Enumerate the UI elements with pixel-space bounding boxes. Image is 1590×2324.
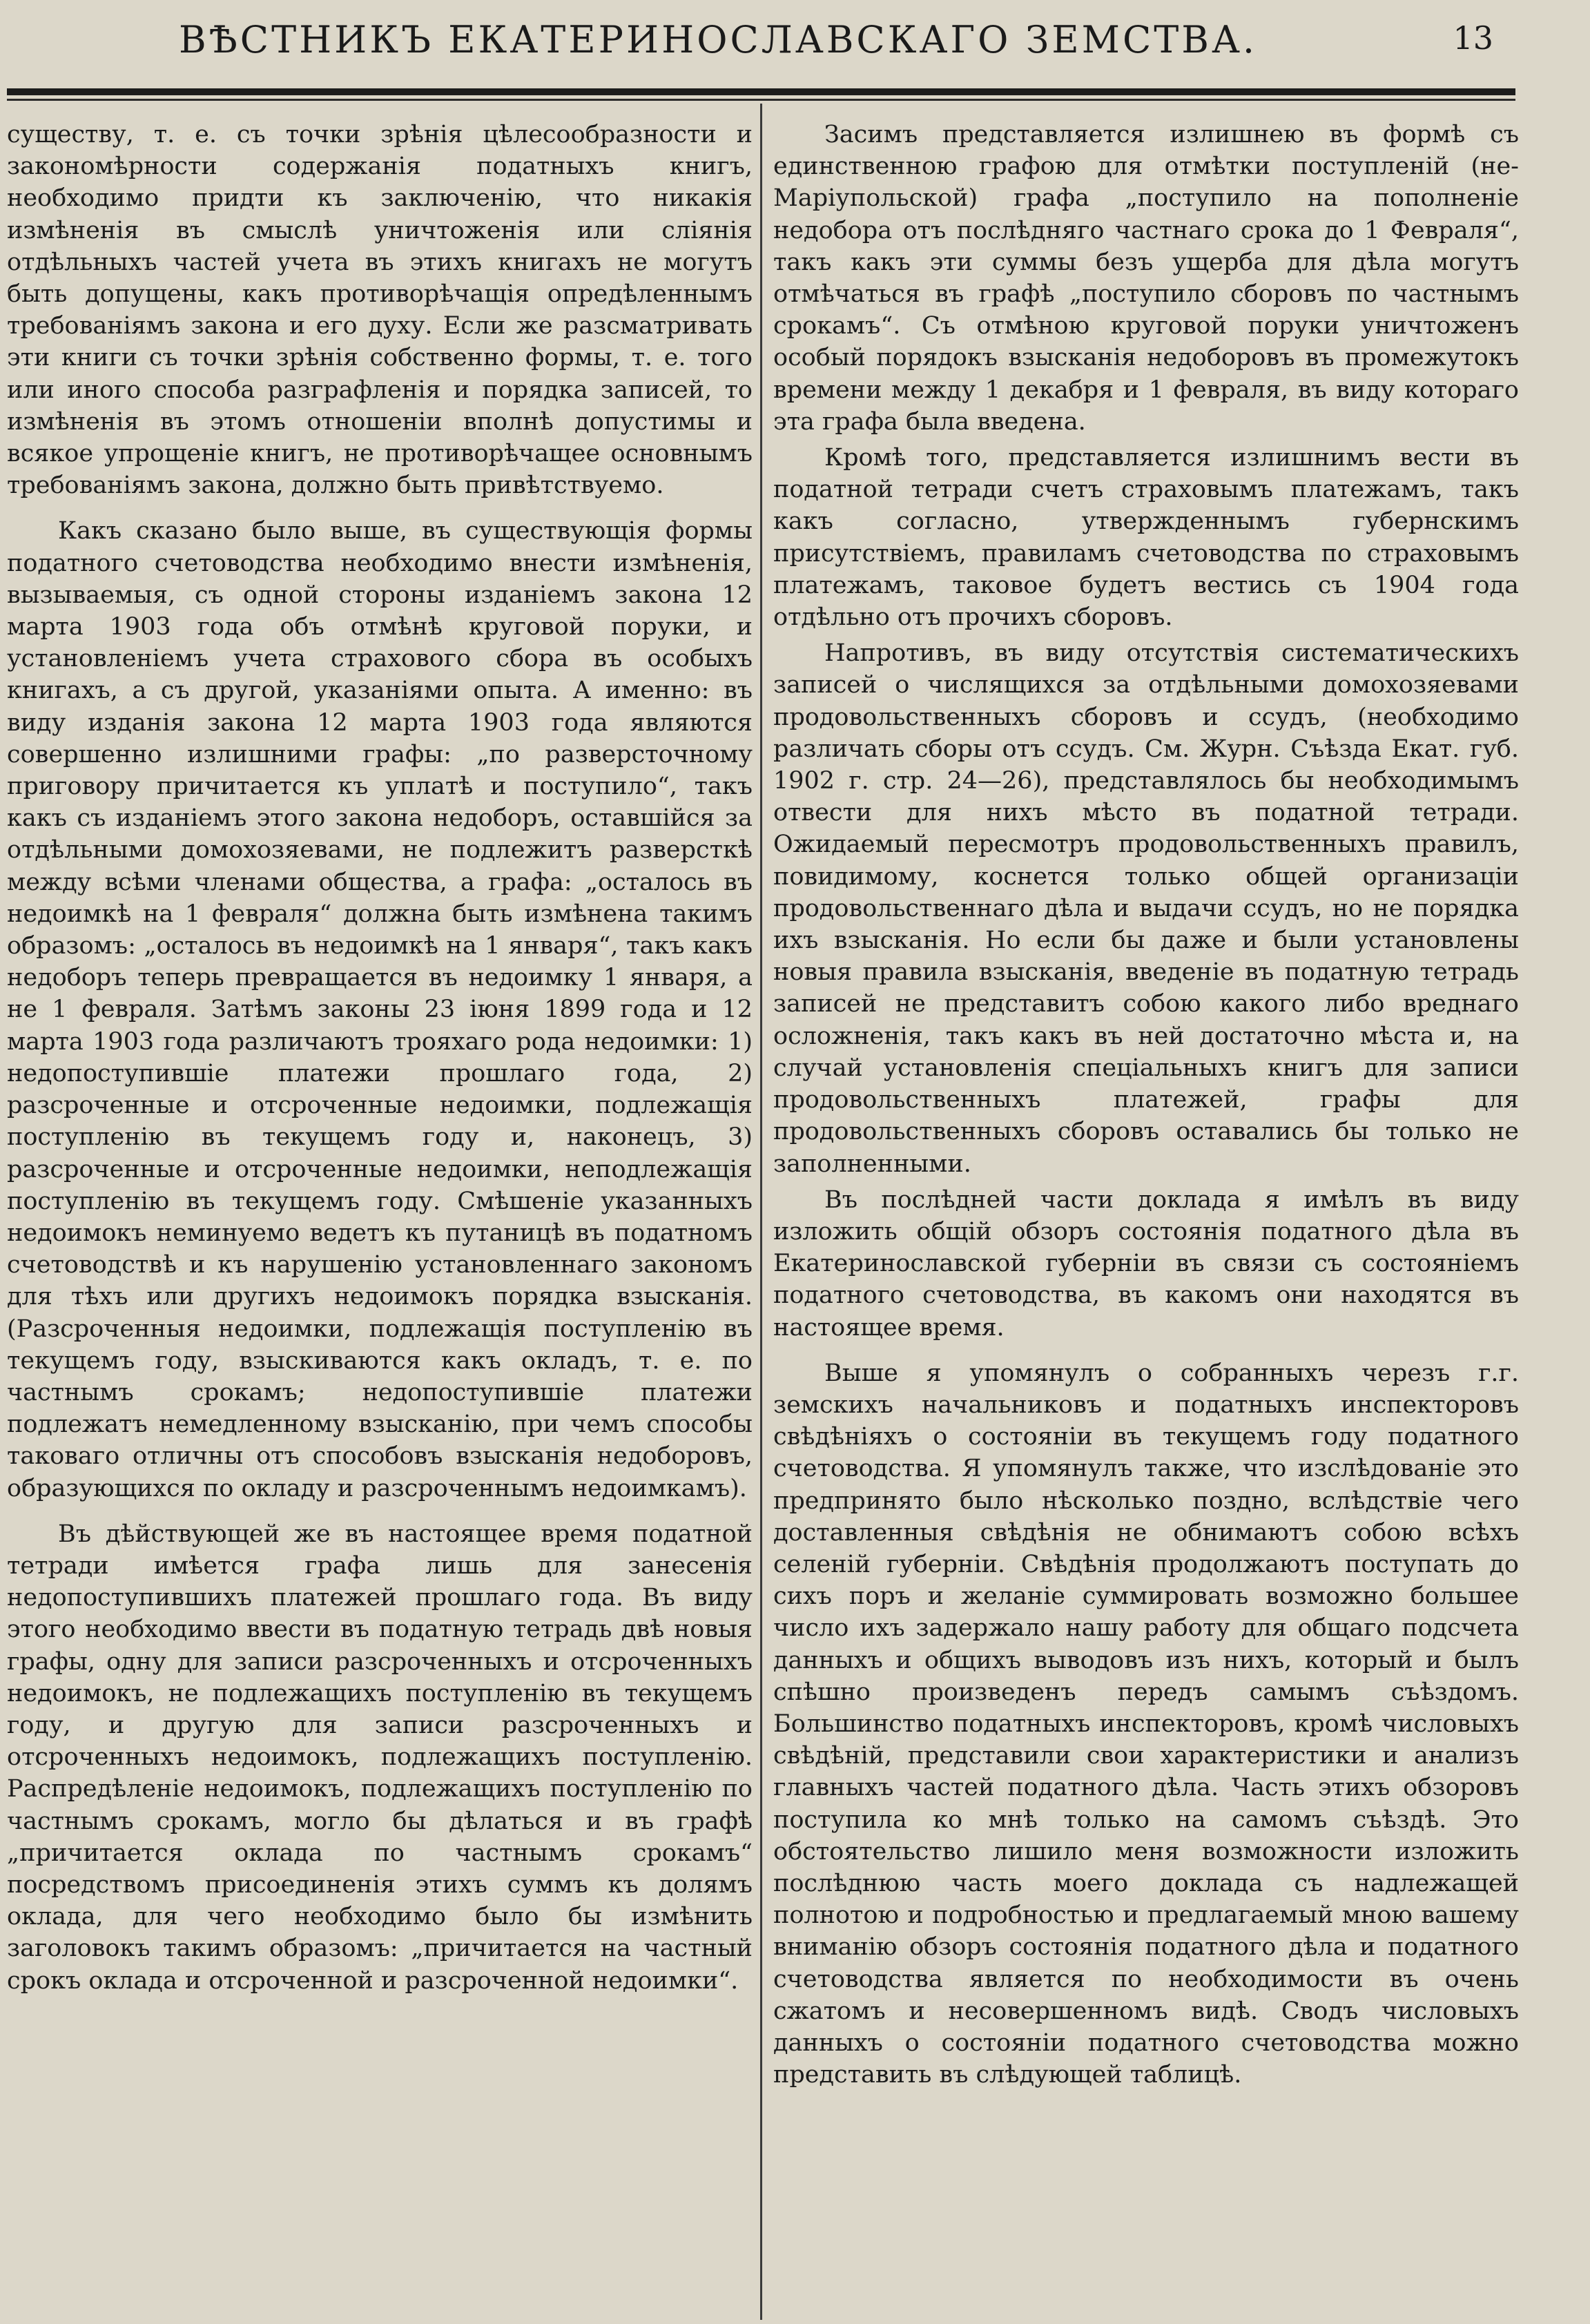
column-divider — [760, 104, 762, 2320]
journal-title: ВѢСТНИКЪ ЕКАТЕРИНОСЛАВСКАГО ЗЕМСТВА. — [178, 18, 1258, 61]
left-column — [7, 119, 753, 2314]
right-paragraph-3: Напротивъ, въ виду отсутствія систематическихъ записей о числящихся за отдѣльными домохозяевами продовольственныхъ сборовъ и ссудъ, (необходимо различать сборы отъ ссудъ. См. Журн. Съѣзда Екат. губ. 1902 г. стр. 24—26), представлялось бы необходимымъ отвести для нихъ мѣсто въ податной тетради. Ожидаемый пересмотръ продовольственныхъ правилъ, повидимому, коснется только общей организаціи продовольственнаго дѣла и выдачи ссудъ, но не порядка ихъ взысканія. Но если бы даже и были установлены новыя правила взысканія, введеніе въ податную тетрадь записей не представитъ собою какого либо вреднаго осложненія, такъ какъ въ ней достаточно мѣста и, на случай установленія спеціальныхъ книгъ для записи продовольственныхъ платежей, графы для продовольственныхъ сборовъ оставались бы только не заполненными. — [773, 639, 1519, 1178]
right-column — [773, 119, 1519, 2314]
right-paragraph-4: Въ послѣдней части доклада я имѣлъ въ виду изложить общій обзоръ состоянія податного дѣла въ Екатеринославской губерніи въ связи съ состояніемъ податного счетоводства, въ какомъ они находятся въ настоящее время. — [773, 1185, 1519, 1342]
header-rule-thin — [7, 99, 1515, 101]
right-paragraph-2: Кромѣ того, представляется излишнимъ вести въ податной тетради счетъ страховымъ платежамъ, такъ какъ согласно, утвержденнымъ губернскимъ присутствіемъ, правиламъ счетоводства по страховымъ платежамъ, таковое будетъ вестись съ 1904 года отдѣльно отъ прочихъ сборовъ. — [773, 444, 1519, 632]
right-paragraph-1: Засимъ представляется излишнею въ формѣ съ единственною графою для отмѣтки поступленій (не-Маріупольской) графа „поступило на пополненіе недобора отъ послѣдняго частнаго срока до 1 Февраля“, такъ какъ эти суммы безъ ущерба для дѣла могутъ отмѣчаться въ графѣ „поступило сборовъ по частнымъ срокамъ“. Съ отмѣною круговой поруки уничтоженъ особый порядокъ взысканія недоборовъ въ промежутокъ времени между 1 декабря и 1 февраля, въ виду котораго эта графа была введена. — [773, 121, 1519, 436]
left-paragraph-2: Какъ сказано было выше, въ существующія формы податного счетоводства необходимо внести измѣненія, вызываемыя, съ одной стороны изданіемъ закона 12 марта 1903 года объ отмѣнѣ круговой поруки, и установленіемъ учета страхового сбора въ особыхъ книгахъ, а съ другой, указаніями опыта. А именно: въ виду изданія закона 12 марта 1903 года являются совершенно излишними графы: „по разверсточному приговору причитается къ уплатѣ и поступило“, такъ какъ съ изданіемъ этого закона недоборъ, оставшiйся за отдѣльными домохозяевами, не подлежитъ разверсткѣ между всѣми членами общества, а графа: „осталось въ недоимкѣ на 1 февраля“ должна быть измѣнена такимъ образомъ: „осталось въ недоимкѣ на 1 января“, такъ какъ недоборъ теперь превращается въ недоимку 1 января, а не 1 февраля. Затѣмъ законы 23 іюня 1899 года и 12 марта 1903 года различаютъ трояхаго рода недоимки: 1) недопоступившіе платежи прошлаго года, 2) разсроченные и отсроченные недоимки, подлежащія поступленію въ текущемъ году и, наконецъ, 3) разсроченные и отсроченные недоимки, неподлежащія поступленію въ текущемъ году. Смѣшеніе указанныхъ недоимокъ неминуемо ведетъ къ путаницѣ въ податномъ счетоводствѣ и къ нарушенію установленнаго закономъ для тѣхъ или другихъ недоимокъ порядка взысканія. (Разсроченныя недоимки, подлежащія поступленію въ текущемъ году, взыскиваются какъ окладъ, т. е. по частнымъ срокамъ; недопоступившіе платежи подлежатъ немедленному взысканію, при чемъ способы таковаго отличны отъ способовъ взысканія недоборовъ, образующихся по окладу и разсроченнымъ недоимкамъ). — [7, 517, 753, 1502]
left-paragraph-1: существу, т. е. съ точки зрѣнія цѣлесообразности и закономѣрности содержанія податныхъ книгъ, необходимо придти къ заключенію, что никакія измѣненія въ смыслѣ уничтоженія или слiянія отдѣльныхъ частей учета въ этихъ книгахъ не могутъ быть допущены, какъ противорѣчащія опредѣленнымъ требованіямъ закона и его духу. Если же разсматривать эти книги съ точки зрѣнія собственно формы, т. е. того или иного способа разграфленія и порядка записей, то измѣненія въ этомъ отношеніи вполнѣ допустимы и всякое упрощеніе книгъ, не противорѣчащее основнымъ требованіямъ закона, должно быть привѣтствуемо. — [7, 121, 753, 500]
left-paragraph-3: Въ дѣйствующей же въ настоящее время податной тетради имѣется графа лишь для занесенія недопоступившихъ платежей прошлаго года. Въ виду этого необходимо ввести въ податную тетрадь двѣ новыя графы, одну для записи разсроченныхъ и отсроченныхъ недоимокъ, не подлежащихъ поступленію въ текущемъ году, и другую для записи разсроченныхъ и отсроченныхъ недоимокъ, подлежащихъ поступленію. Распредѣленіе недоимокъ, подлежащихъ поступленію по частнымъ срокамъ, могло бы дѣлаться и въ графѣ „причитается оклада по частнымъ срокамъ“ посредствомъ присоединенія этихъ суммъ къ долямъ оклада, для чего необходимо было бы измѣнить заголовокъ такимъ образомъ: „причитается на частный срокъ оклада и отсроченной и разсроченной недоимки“. — [7, 1520, 753, 1995]
page-header — [0, 0, 1590, 76]
header-rule-thick — [7, 88, 1515, 95]
right-paragraph-5: Выше я упомянулъ о собранныхъ черезъ г.г. земскихъ начальниковъ и податныхъ инспекторовъ свѣдѣніяхъ о состояніи въ текущемъ году податного счетоводства. Я упомянулъ также, что изслѣдованіе это предпринято было нѣсколько поздно, вслѣдствіе чего доставленныя свѣдѣнія не обнимаютъ собою всѣхъ селеній губерніи. Свѣдѣнія продолжаютъ поступать до сихъ поръ и желаніе суммировать возможно большее число ихъ задержало нашу работу для общаго подсчета данныхъ и общихъ выводовъ изъ нихъ, который и былъ спѣшно произведенъ передъ самымъ съѣздомъ. Большинство податныхъ инспекторовъ, кромѣ числовыхъ свѣдѣній, представили свои характеристики и анализъ главныхъ частей податного дѣла. Часть этихъ обзоровъ поступила ко мнѣ только на самомъ съѣздѣ. Это обстоятельство лишило меня возможности изложить послѣднюю часть моего доклада съ надлежащей полнотою и подробностью и предлагаемый мною вашему вниманію обзоръ состоянія податного дѣла и податного счетоводства является по необходимости въ очень сжатомъ и несовершенномъ видѣ. Сводъ числовыхъ данныхъ о состояніи податного счетоводства можно представить въ слѣдующей таблицѣ. — [773, 1359, 1519, 2089]
page-number: 13 — [1453, 19, 1493, 57]
